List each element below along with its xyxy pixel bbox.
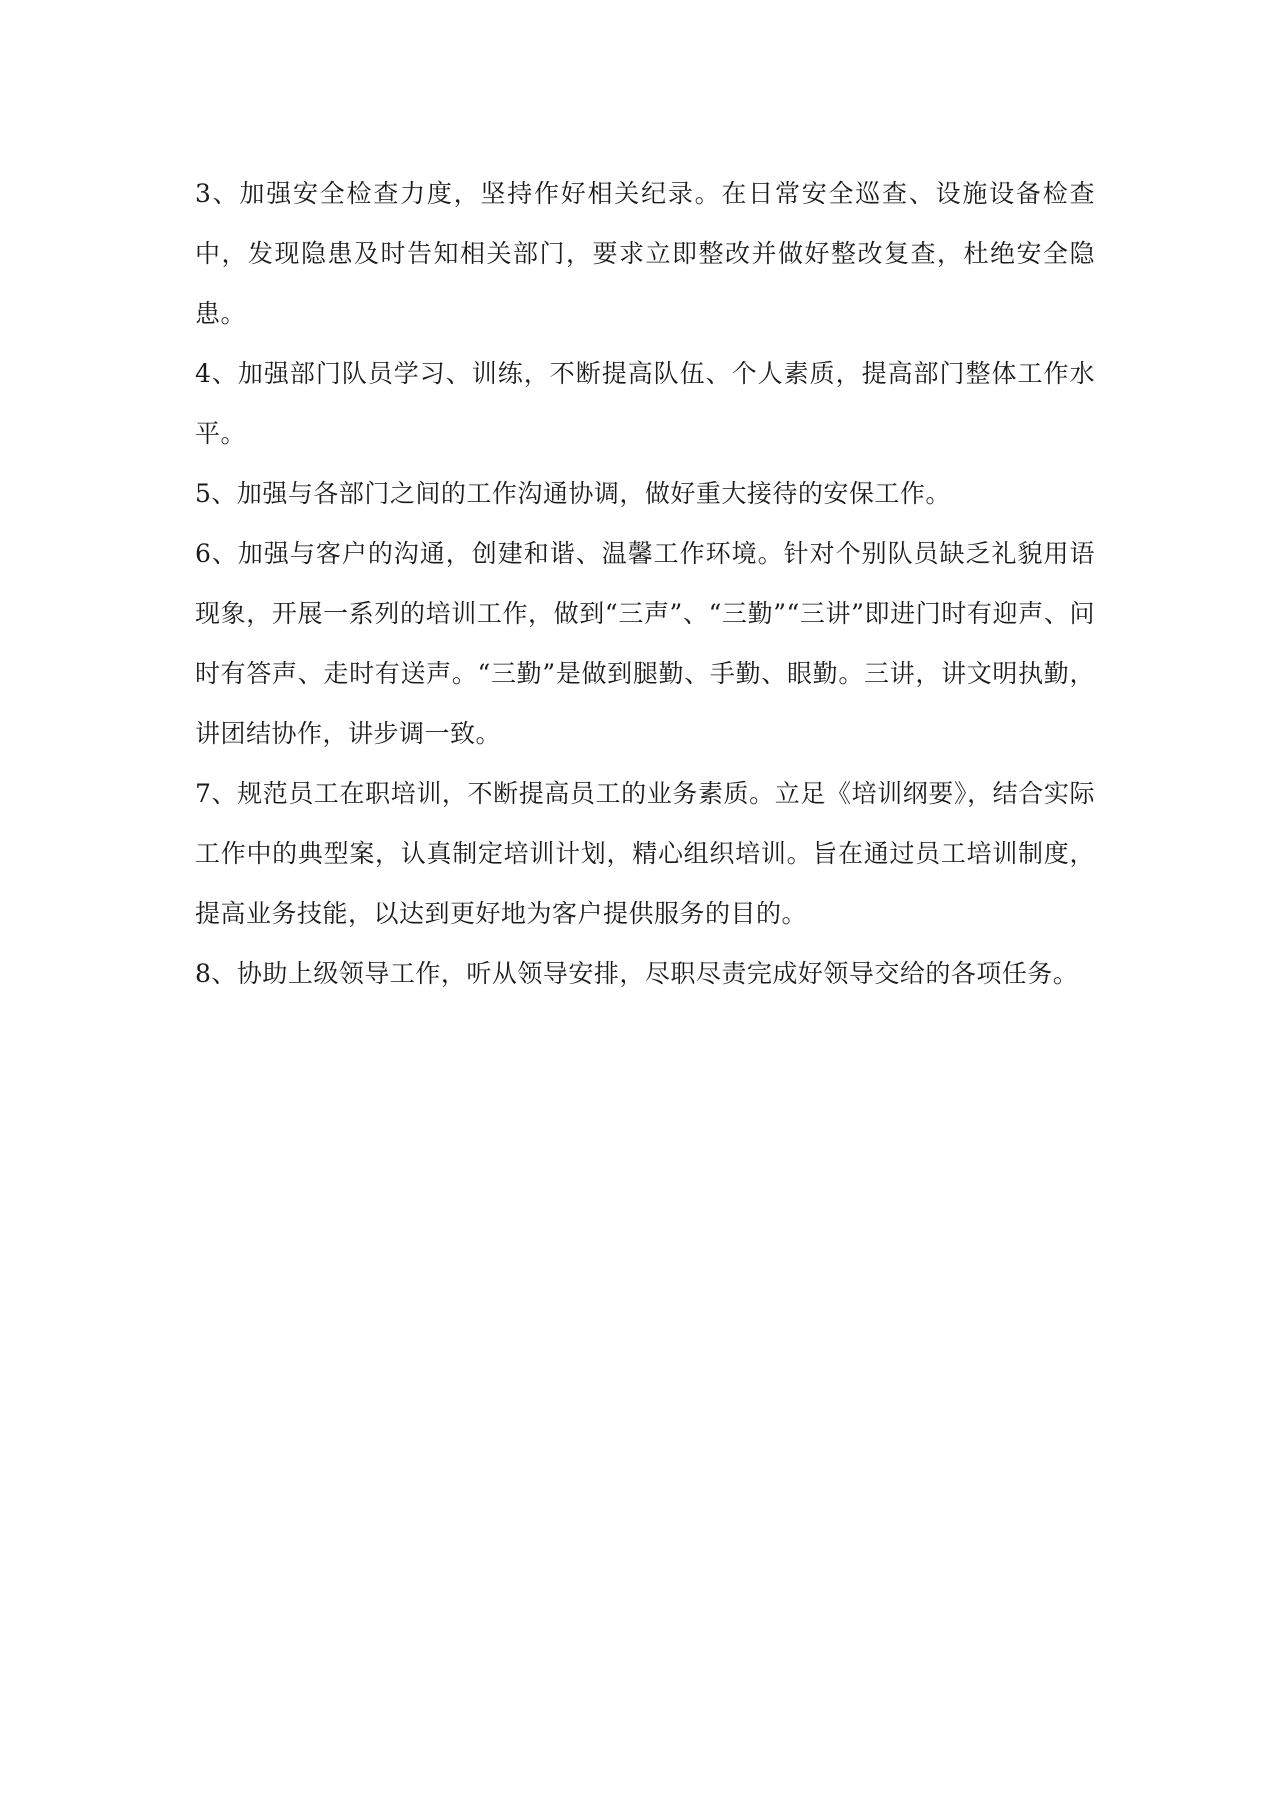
- paragraph-item-6: 6、加强与客户的沟通，创建和谐、温馨工作环境。针对个别队员缺乏礼貌用语现象，开展一系列的培训工作，做到“三声”、“三勤”“三讲”即进门时有迎声、问时有答声、走时有送声。“三勤”是做到腿勤、手勤、眼勤。三讲，讲文明执勤，讲团结协作，讲步调一致。: [195, 539, 1095, 748]
- paragraph-item-7: 7、规范员工在职培训，不断提高员工的业务素质。立足《培训纲要》，结合实际工作中的典型案，认真制定培训计划，精心组织培训。旨在通过员工培训制度，提高业务技能，以达到更好地为客户提供服务的目的。: [195, 779, 1095, 928]
- document-body: [195, 164, 1095, 1004]
- paragraph-item-5: 5、加强与各部门之间的工作沟通协调，做好重大接待的安保工作。: [195, 479, 951, 508]
- paragraph-item-3: 3、加强安全检查力度，坚持作好相关纪录。在日常安全巡查、设施设备检查中，发现隐患及时告知相关部门，要求立即整改并做好整改复查，杜绝安全隐患。: [195, 179, 1095, 328]
- paragraph-item-4: 4、加强部门队员学习、训练，不断提高队伍、个人素质，提高部门整体工作水平。: [195, 359, 1095, 448]
- paragraph-item-8: 8、协助上级领导工作，听从领导安排，尽职尽责完成好领导交给的各项任务。: [195, 959, 1079, 988]
